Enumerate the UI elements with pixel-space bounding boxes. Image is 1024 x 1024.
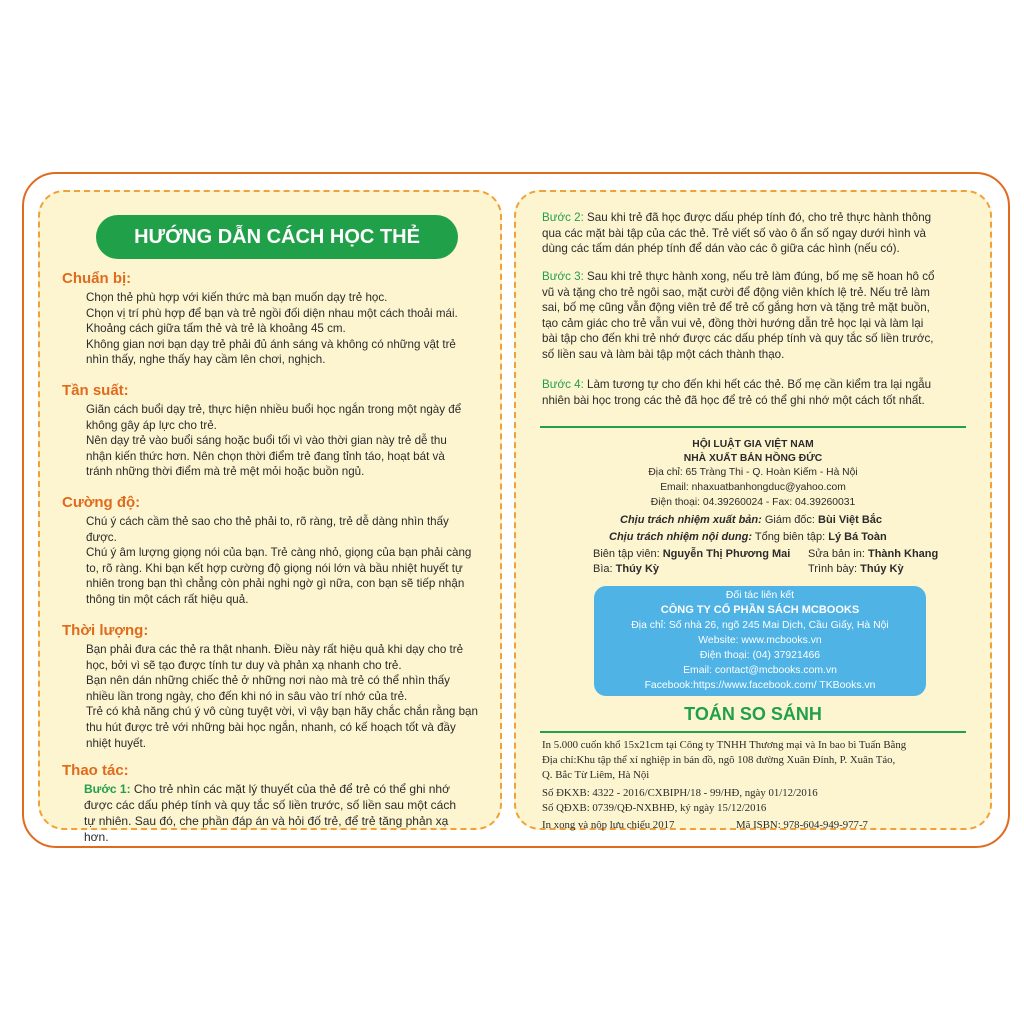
partner-label: Đối tác liên kết bbox=[725, 590, 795, 601]
heading-cuong-do: Cường độ: bbox=[62, 494, 141, 511]
text-cuong-do: Chú ý cách cầm thẻ sao cho thẻ phải to, rõ ràng, trẻ dễ dàng nhìn thấy được. Chú ý âm lượng giọng nói của bạn. Trẻ càng nhỏ, giọng của bạn phải càng to, rõ ràng. Khi bạn kết hợp cường độ giọng nói lớn và bầu nhiệt huyết tự nhiên trong bạn thì chẳng còn phải nghi ngờ gì nữa, con bạn sẽ tiếp nhận thông tin một cách rất hiệu quả. bbox=[86, 515, 472, 606]
heading-thao-tac: Thao tác: bbox=[62, 762, 129, 779]
heading-thoi-luong: Thời lượng: bbox=[62, 622, 149, 639]
publisher-phone: Điện thoại: 04.39260024 - Fax: 04.39260031 bbox=[650, 497, 856, 508]
text-step-4: Bước 4: Làm tương tự cho đến khi hết các thẻ. Bố mẹ cần kiểm tra lại ngẫu nhiên bài học trong các thẻ đã học để trẻ có thể ghi nhớ một cách tốt nhất. bbox=[542, 378, 932, 407]
publisher-email: Email: nhaxuatbanhongduc@yahoo.com bbox=[660, 482, 846, 493]
imprint-line-1: In 5.000 cuốn khổ 15x21cm tại Công ty TNHH Thương mại và In bao bì Tuấn Bằng bbox=[542, 739, 907, 751]
text-step-1: Bước 1: Cho trẻ nhìn các mặt lý thuyết của thẻ để trẻ có thể ghi nhớ được các dấu phép tính và quy tắc số liền trước, số liền sau một cách tự nhiên. Sau đó, che phần đáp án và hỏi đố trẻ, để trẻ tăng phản xạ hơn. bbox=[84, 782, 456, 844]
partner-website: Website: www.mcbooks.vn bbox=[698, 635, 822, 646]
partner-address: Địa chỉ: Số nhà 26, ngõ 245 Mai Dịch, Cầu Giấy, Hà Nội bbox=[631, 620, 889, 631]
text-thoi-luong: Bạn phải đưa các thẻ ra thật nhanh. Điều này rất hiệu quả khi dạy cho trẻ học, bởi vì sẽ tạo được tính tư duy và phản xạ nhanh cho trẻ. Bạn nên dán những chiếc thẻ ở những nơi nào mà trẻ có thể nhìn thấy nhiều lần trong ngày, cho đến khi nó in sâu vào trí nhớ của trẻ. Trẻ có khả năng chú ý vô cùng tuyệt vời, vì vậy bạn hãy chắc chắn rằng bạn thu hút được trẻ với những bài học ngắn, nhanh, có kế hoạch tốt và đầy nhiệt huyết. bbox=[86, 643, 478, 750]
credit-cover: Bìa: Thúy Kỳ bbox=[593, 563, 660, 575]
imprint-line-3: Q. Bắc Từ Liêm, Hà Nội bbox=[542, 769, 650, 781]
page-title: HƯỚNG DẪN CÁCH HỌC THẺ bbox=[96, 215, 458, 259]
credit-editor: Biên tập viên: Nguyễn Thị Phương Mai bbox=[593, 548, 791, 560]
text-chuan-bi: Chọn thẻ phù hợp với kiến thức mà bạn muốn dạy trẻ học. Chọn vị trí phù hợp để bạn và trẻ ngồi đối diện nhau một cách thoải mái. Khoảng cách giữa tấm thẻ và trẻ là khoảng 45 cm. Không gian nơi bạn dạy trẻ phải đủ ánh sáng và không có những vật trẻ nhìn thấy, nghe thấy hay cầm lên chơi, nghịch. bbox=[86, 291, 458, 367]
text-step-3: Bước 3: Sau khi trẻ thực hành xong, nếu trẻ làm đúng, bố mẹ sẽ hoan hô cổ vũ và tặng cho trẻ ngôi sao, mặt cười để động viên khích lệ trẻ. Nếu trẻ làm sai, bố mẹ cũng vẫn động viên trẻ để trẻ cố gắng hơn và tặng trẻ mặt buồn, tạo cảm giác cho trẻ vẫn vui vẻ, đồng thời hướng dẫn trẻ học lại và làm lại bài tập cho đến khi trẻ nhớ được các dấu phép tính và quy tắc số liền trước, số liền sau và làm bài tập một cách thành thạo. bbox=[542, 270, 935, 361]
text-tan-suat: Giãn cách buổi dạy trẻ, thực hiện nhiều buổi học ngắn trong một ngày để không gây áp lực cho trẻ. Nên dạy trẻ vào buổi sáng hoặc buổi tối vì vào thời gian này trẻ dễ thu nhận kiến thức hơn. Nên chọn thời điểm trẻ đang tỉnh táo, hoạt bát và tránh những thời điểm mà trẻ mệt mỏi hoặc buồn ngủ. bbox=[86, 403, 462, 479]
partner-email: Email: contact@mcbooks.com.vn bbox=[683, 665, 837, 676]
partner-company: CÔNG TY CỔ PHẦN SÁCH MCBOOKS bbox=[660, 604, 860, 616]
publisher-address: Địa chỉ: 65 Tràng Thi - Q. Hoàn Kiếm - Hà Nội bbox=[648, 467, 858, 478]
divider-green bbox=[540, 426, 966, 428]
imprint-line-2: Địa chỉ:Khu tập thể xí nghiệp in bản đồ, ngõ 108 đường Xuân Đỉnh, P. Xuân Tảo, bbox=[542, 754, 896, 766]
partner-facebook: Facebook:https://www.facebook.com/ TKBooks.vn bbox=[644, 680, 876, 691]
resp-publishing: Chịu trách nhiệm xuất bản: Giám đốc: Bùi Việt Bắc bbox=[620, 514, 883, 526]
imprint-line-6: In xong và nộp lưu chiểu 2017 bbox=[542, 819, 675, 831]
imprint-isbn: Mã ISBN: 978-604-949-977-7 bbox=[736, 819, 868, 831]
partner-box bbox=[594, 586, 926, 696]
credit-layout: Trình bày: Thúy Kỳ bbox=[808, 563, 904, 575]
publisher-name: NHÀ XUẤT BẢN HỒNG ĐỨC bbox=[683, 453, 823, 464]
partner-phone: Điện thoại: (04) 37921466 bbox=[699, 650, 821, 661]
imprint-line-4: Số ĐKXB: 4322 - 2016/CXBIPH/18 - 99/HĐ, ngày 01/12/2016 bbox=[542, 787, 818, 799]
step-3-label: Bước 3: bbox=[542, 270, 584, 283]
text-step-2: Bước 2: Sau khi trẻ đã học được dấu phép tính đó, cho trẻ thực hành thông qua các mặt bài tập của các thẻ. Trẻ viết số vào ô ẩn số ngay dưới hình và dùng các tấm dán phép tính để dán vào các ô giữa các hình (nếu có). bbox=[542, 211, 932, 256]
book-title: TOÁN SO SÁNH bbox=[684, 704, 822, 724]
book-title-rule bbox=[540, 731, 966, 733]
step-4-label: Bước 4: bbox=[542, 378, 584, 391]
heading-chuan-bi: Chuẩn bị: bbox=[62, 270, 132, 287]
resp-content: Chịu trách nhiệm nội dung: Tổng biên tập: Lý Bá Toàn bbox=[609, 531, 887, 543]
publisher-org: HỘI LUẬT GIA VIỆT NAM bbox=[692, 439, 814, 450]
step-1-label: Bước 1: bbox=[84, 782, 131, 796]
step-2-label: Bước 2: bbox=[542, 211, 584, 224]
imprint-line-5: Số QĐXB: 0739/QĐ-NXBHĐ, ký ngày 15/12/2016 bbox=[542, 802, 767, 814]
heading-tan-suat: Tần suất: bbox=[62, 382, 129, 399]
credit-proof: Sửa bản in: Thành Khang bbox=[808, 548, 939, 560]
